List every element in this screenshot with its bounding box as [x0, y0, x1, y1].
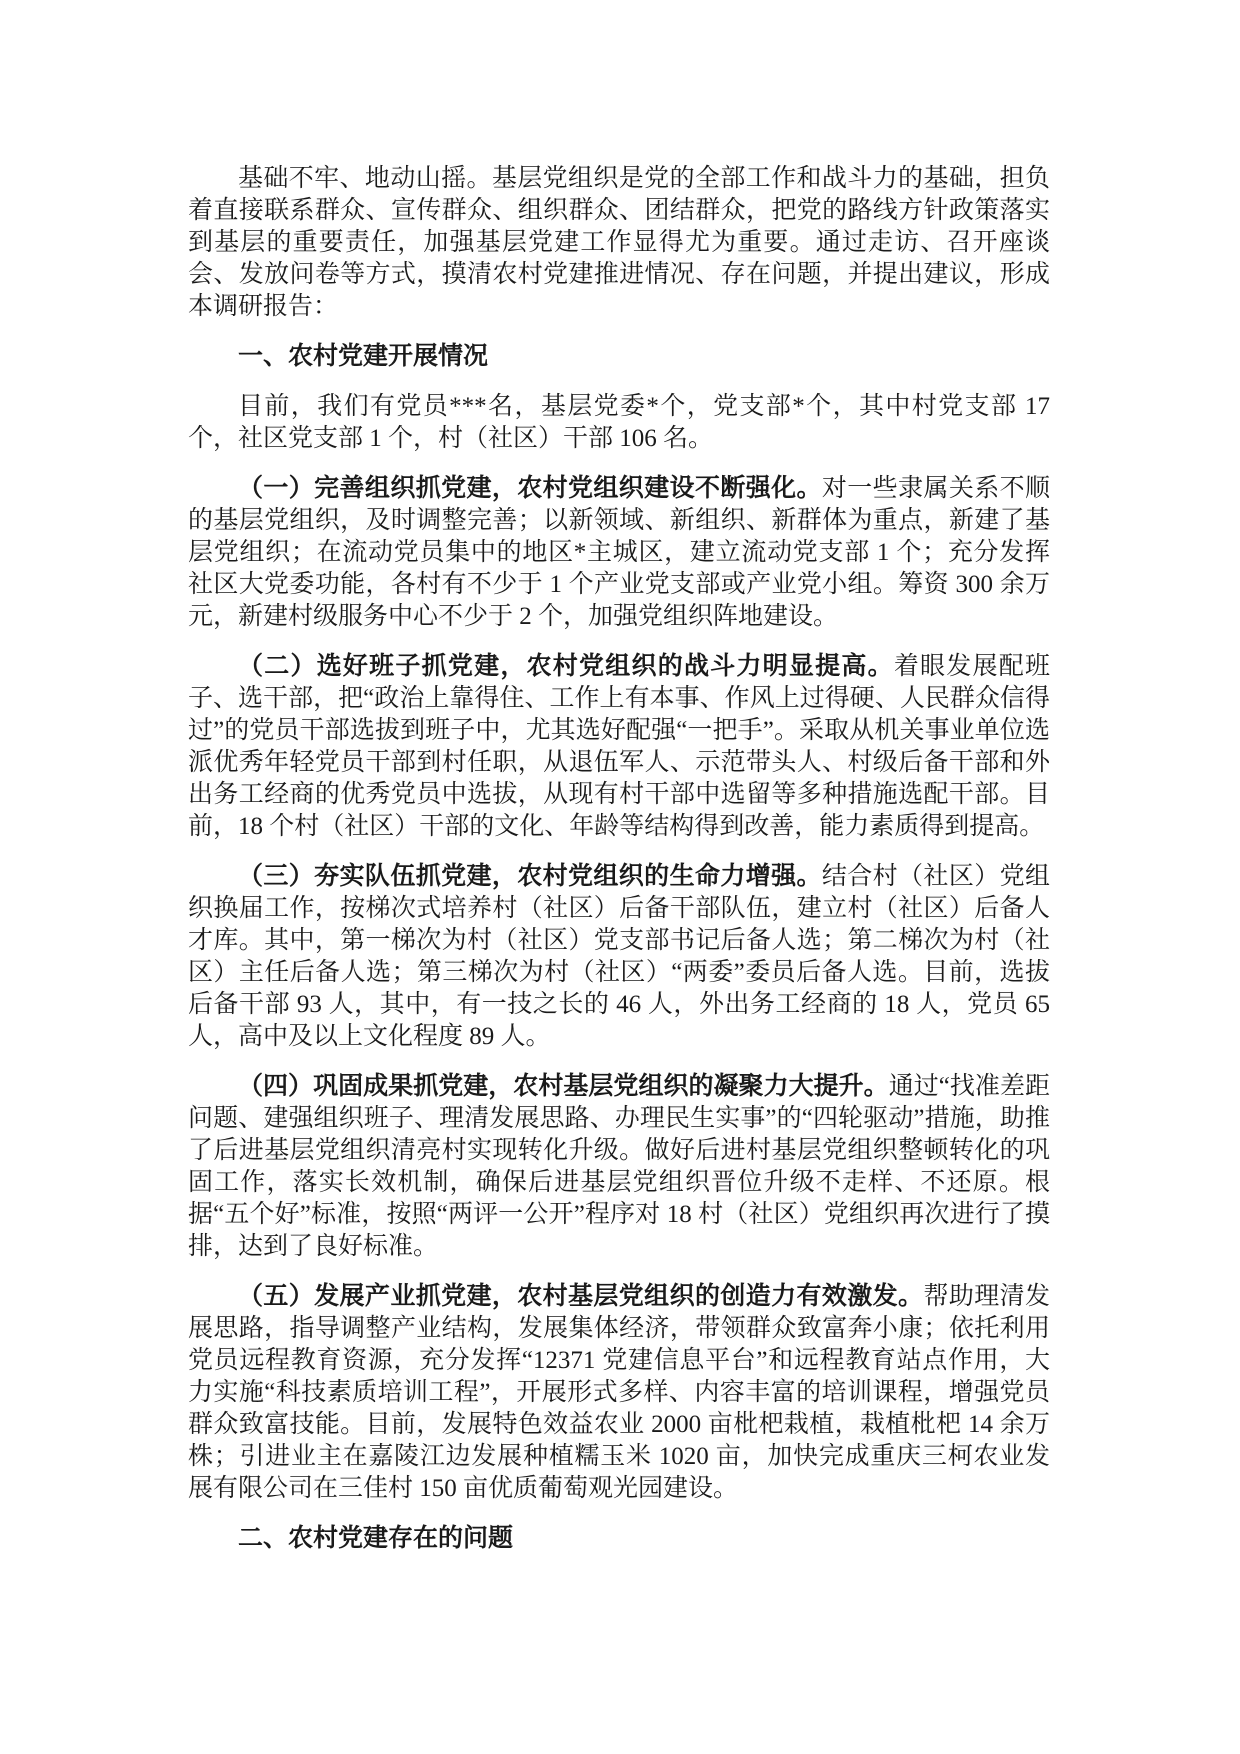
item-2-body: 着眼发展配班子、选干部，把“政治上靠得住、工作上有本事、作风上过得硬、人民群众信得过”的党员干部选拔到班子中，尤其选好配强“一把手”。采取从机关事业单位选派优秀年轻党员干部到村任职，从退伍军人、示范带头人、村级后备干部和外出务工经商的优秀党员中选拔，从现有村干部中选留等多种措施选配干部。目前，18 个村（社区）干部的文化、年龄等结构得到改善，能力素质得到提高。 [188, 653, 1050, 840]
document-content [188, 163, 1050, 1573]
item-1-lead: （一）完善组织抓党建，农村党组织建设不断强化。 [238, 475, 822, 502]
item-3-paragraph [188, 861, 1050, 1053]
item-5-body: 帮助理清发展思路，指导调整产业结构，发展集体经济，带领群众致富奔小康；依托利用党员远程教育资源，充分发挥“12371 党建信息平台”和远程教育站点作用，大力实施“科技素质培训工程”，开展形式多样、内容丰富的培训课程，增强党员群众致富技能。目前，发展特色效益农业 2000 亩枇杷栽植，栽植枇杷 14 余万株；引进业主在嘉陵江边发展种植糯玉米 1020 亩，加快完成重庆三柯农业发展有限公司在三佳村 150 亩优质葡萄观光园建设。 [188, 1283, 1050, 1502]
item-5-paragraph [188, 1281, 1050, 1505]
section-heading-1: 一、农村党建开展情况 [238, 343, 489, 370]
item-2-paragraph [188, 651, 1050, 843]
item-5-lead: （五）发展产业抓党建，农村基层党组织的创造力有效激发。 [238, 1283, 924, 1310]
item-1-body: 对一些隶属关系不顺的基层党组织，及时调整完善；以新领域、新组织、新群体为重点，新建了基层党组织；在流动党员集中的地区*主城区，建立流动党支部 1 个；充分发挥社区大党委功能，各村有不少于 1 个产业党支部或产业党小组。筹资 300 余万元，新建村级服务中心不少于 2 个，加强党组织阵地建设。 [188, 475, 1050, 630]
intro-paragraph: 基础不牢、地动山摇。基层党组织是党的全部工作和战斗力的基础，担负着直接联系群众、宣传群众、组织群众、团结群众，把党的路线方针政策落实到基层的重要责任，加强基层党建工作显得尤为重要。通过走访、召开座谈会、发放问卷等方式，摸清农村党建推进情况、存在问题，并提出建议，形成本调研报告： [188, 165, 1050, 320]
item-2-lead: （二）选好班子抓党建，农村党组织的战斗力明显提高。 [238, 653, 894, 680]
item-1-paragraph [188, 473, 1050, 633]
item-4-lead: （四）巩固成果抓党建，农村基层党组织的凝聚力大提升。 [238, 1073, 889, 1100]
item-3-body: 结合村（社区）党组织换届工作，按梯次式培养村（社区）后备干部队伍，建立村（社区）后备人才库。其中，第一梯次为村（社区）党支部书记后备人选；第二梯次为村（社区）主任后备人选；第三梯次为村（社区）“两委”委员后备人选。目前，选拔后备干部 93 人，其中，有一技之长的 46 人，外出务工经商的 18 人，党员 65 人，高中及以上文化程度 89 人。 [188, 863, 1050, 1050]
item-4-paragraph [188, 1071, 1050, 1263]
overview-paragraph: 目前，我们有党员***名，基层党委*个，党支部*个，其中村党支部 17 个，社区党支部 1 个，村（社区）干部 106 名。 [188, 393, 1050, 452]
item-3-lead: （三）夯实队伍抓党建，农村党组织的生命力增强。 [238, 863, 822, 890]
item-4-body: 通过“找准差距问题、建强组织班子、理清发展思路、办理民生实事”的“四轮驱动”措施，助推了后进基层党组织清亮村实现转化升级。做好后进村基层党组织整顿转化的巩固工作，落实长效机制，确保后进基层党组织晋位升级不走样、不还原。根据“五个好”标准，按照“两评一公开”程序对 18 村（社区）党组织再次进行了摸排，达到了良好标准。 [188, 1073, 1050, 1260]
section-heading-2: 二、农村党建存在的问题 [238, 1525, 514, 1552]
